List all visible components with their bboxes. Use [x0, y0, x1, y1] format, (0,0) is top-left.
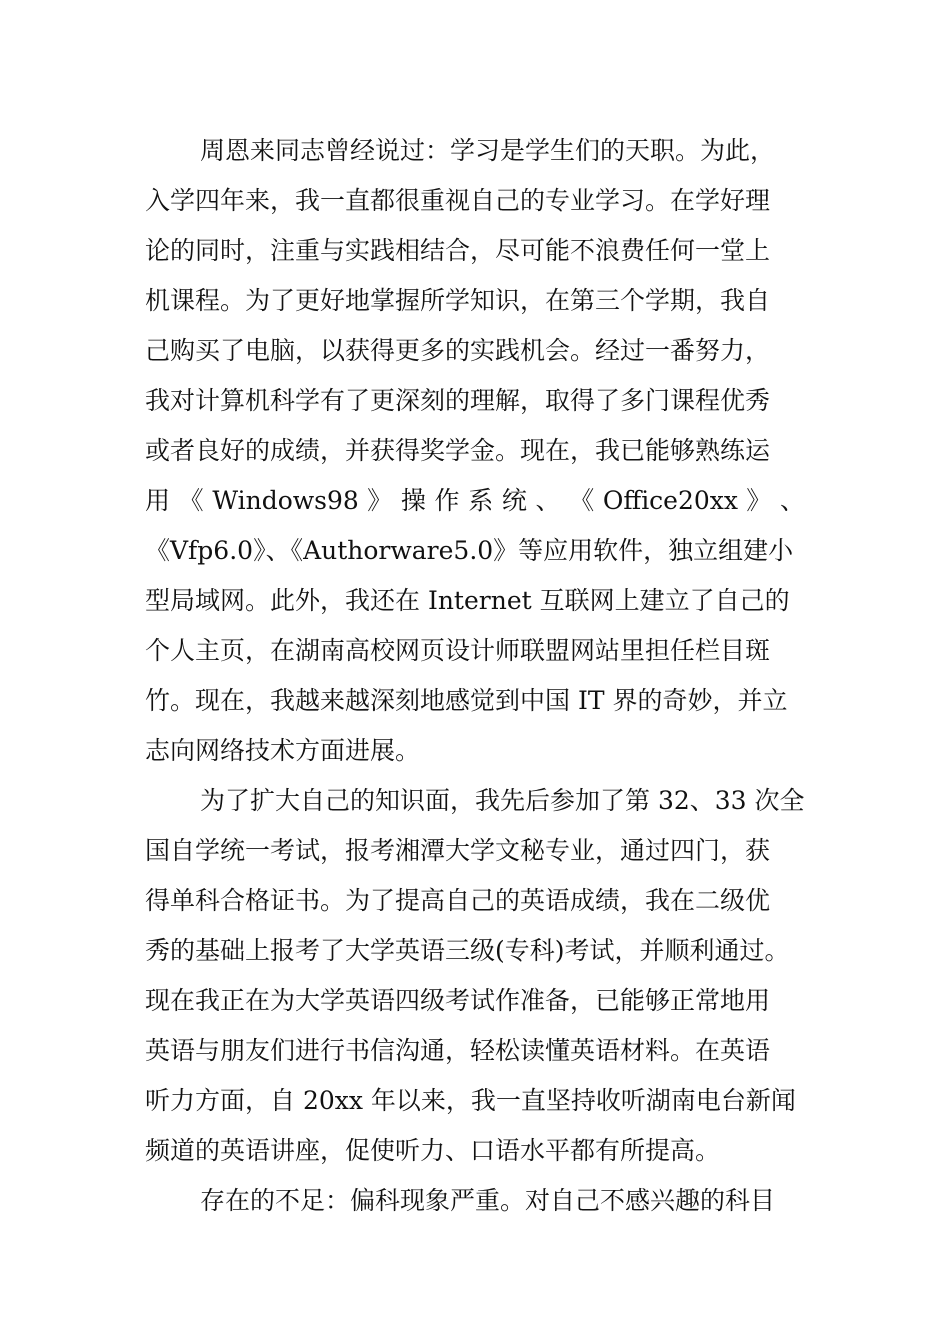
paragraph-line: 现在我正在为大学英语四级考试作准备，已能够正常地用: [145, 986, 771, 1015]
paragraph-line: 国自学统一考试，报考湘潭大学文秘专业，通过四门，获: [145, 836, 771, 865]
paragraph-line: 频道的英语讲座，促使听力、口语水平都有所提高。: [145, 1136, 721, 1165]
paragraph-self-study-english: [145, 776, 805, 1176]
paragraph-line: 或者良好的成绩，并获得奖学金。现在，我已能够熟练运: [145, 436, 771, 465]
paragraph-shortcomings: [145, 1176, 805, 1226]
paragraph-line: 秀的基础上报考了大学英语三级(专科)考试，并顺利通过。: [145, 936, 790, 965]
paragraph-line: 竹。现在，我越来越深刻地感觉到中国 IT 界的奇妙，并立: [145, 686, 788, 715]
paragraph-line: 听力方面，自 20xx 年以来，我一直坚持收听湖南电台新闻: [145, 1086, 796, 1115]
paragraph-line: 《Vfp6.0》、《Authorware5.0》等应用软件，独立组建小: [145, 536, 794, 565]
paragraph-line: 为了扩大自己的知识面，我先后参加了第 32、33 次全: [200, 786, 805, 815]
paragraph-line: 己购买了电脑，以获得更多的实践机会。经过一番努力，: [145, 336, 771, 365]
paragraph-line: 周恩来同志曾经说过：学习是学生们的天职。为此，: [200, 136, 776, 165]
paragraph-line: 入学四年来，我一直都很重视自己的专业学习。在学好理: [145, 186, 771, 215]
paragraph-line: 得单科合格证书。为了提高自己的英语成绩，我在二级优: [145, 886, 771, 915]
paragraph-line: 我对计算机科学有了更深刻的理解，取得了多门课程优秀: [145, 386, 771, 415]
paragraph-line: 个人主页，在湖南高校网页设计师联盟网站里担任栏目斑: [145, 636, 771, 665]
paragraph-study: [145, 126, 805, 776]
paragraph-line: 机课程。为了更好地掌握所学知识，在第三个学期，我自: [145, 286, 771, 315]
paragraph-line: 论的同时，注重与实践相结合，尽可能不浪费任何一堂上: [145, 236, 771, 265]
paragraph-line: 型局域网。此外，我还在 Internet 互联网上建立了自己的: [145, 586, 790, 615]
document-body: [145, 126, 805, 1226]
paragraph-line: 存在的不足：偏科现象严重。对自己不感兴趣的科目: [200, 1186, 776, 1215]
paragraph-line: 用 《 Windows98 》 操 作 系 统 、 《 Office20xx 》 、: [145, 486, 805, 515]
paragraph-line: 志向网络技术方面进展。: [145, 736, 421, 765]
paragraph-line: 英语与朋友们进行书信沟通，轻松读懂英语材料。在英语: [145, 1036, 771, 1065]
